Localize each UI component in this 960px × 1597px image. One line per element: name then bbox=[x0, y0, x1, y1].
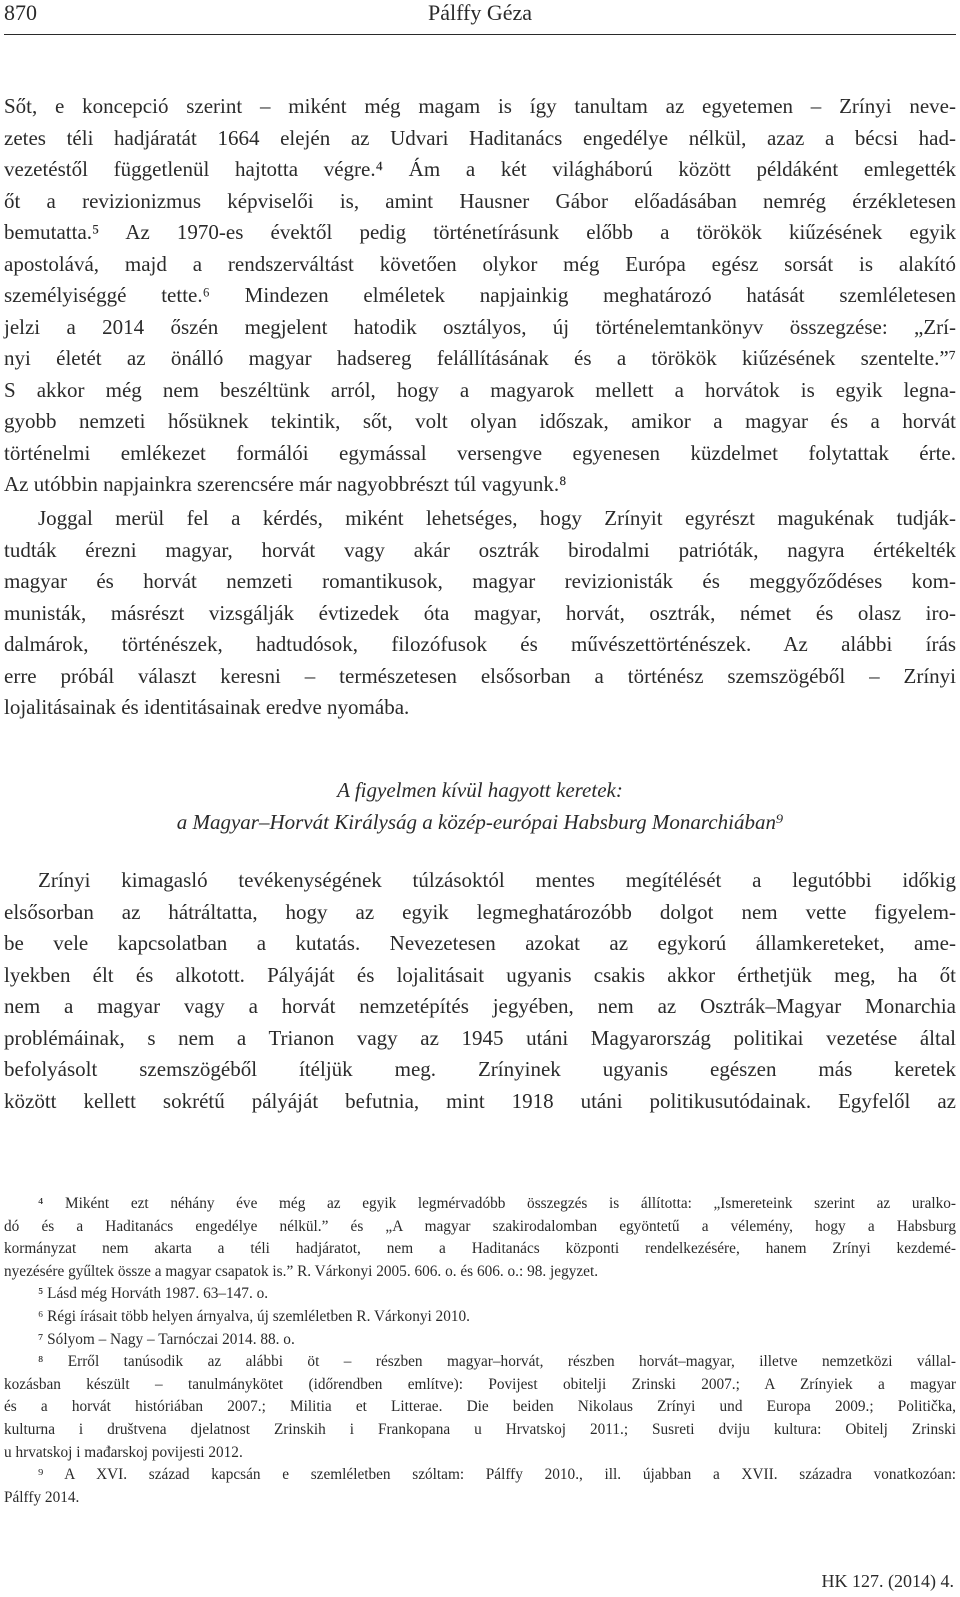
text-line: jelzi a 2014 őszén megjelent hatodik osztályos, új történelemtankönyv összegzése: „Zrí- bbox=[4, 314, 956, 339]
footnotes bbox=[4, 1193, 956, 1509]
footnote-line: ⁸ Erről tanúsodik az alábbi öt – részben magyar–horvát, részben horvát–magyar, illetve nemzetközi vállal- bbox=[38, 1353, 956, 1371]
running-title: Pálffy Géza bbox=[427, 0, 533, 25]
footnote-line: Pálffy 2014. bbox=[4, 1488, 80, 1506]
text-line: személyiséggé tette.⁶ Mindezen elméletek napjainkig meghatározó hatását szemléletesen bbox=[4, 283, 956, 307]
heading-line: a Magyar–Horvát Királyság a közép-európai Habsburg Monarchiában⁹ bbox=[176, 809, 784, 834]
text-line: történelmi emlékezet formálói egymással versengve egyenesen küzdelmet folytattak érte. bbox=[4, 440, 956, 465]
footnote-line: ⁵ Lásd még Horváth 1987. 63–147. o. bbox=[38, 1285, 269, 1303]
text-line: Joggal merül fel a kérdés, miként lehetséges, hogy Zrínyit egyrészt magukénak tudják- bbox=[38, 506, 956, 530]
text-line: dalmárok, történészek, hadtudósok, filozófusok és művészettörténészek. Az alábbi írás bbox=[4, 632, 956, 656]
text-line: problémáinak, s nem a Trianon vagy az 1945 utáni Magyarország politikai vezetése által bbox=[4, 1025, 956, 1050]
text-line: nem a magyar vagy a horvát nemzetépítés jegyében, nem az Osztrák–Magyar Monarchia bbox=[4, 994, 956, 1018]
text-line: magyar és horvát nemzeti romantikusok, magyar revizionisták és meggyőződéses kom- bbox=[4, 569, 956, 593]
text-line: S akkor még nem beszéltünk arról, hogy a magyarok mellett a horvátok is egyik legna- bbox=[4, 377, 956, 402]
footnote-line: u hrvatskoj i mađarskoj povijesti 2012. bbox=[4, 1443, 243, 1461]
footnote-line: ⁶ Régi írásait több helyen árnyalva, új szemléletben R. Várkonyi 2010. bbox=[38, 1307, 470, 1325]
paragraph-2 bbox=[4, 503, 956, 724]
text-line: gyobb nemzeti hősüknek tekintik, sőt, volt olyan időszak, amikor a magyar és a horvát bbox=[4, 409, 956, 433]
text-line: lyekben élt és alkotott. Pályáját és lojalitásait ugyanis csakis akkor érthetjük meg, ha őt bbox=[4, 962, 956, 987]
text-line: bemutatta.⁵ Az 1970-es évektől pedig történetírásunk előbb a törökök kiűzésének egyik bbox=[4, 220, 956, 244]
page-number: 870 bbox=[4, 0, 37, 25]
text-line: nyi életét az önálló magyar hadsereg felállításának és a törökök kiűzésének szentelte.”⁷ bbox=[4, 346, 956, 370]
footnote-line: kozásban készült – tanulmánykötet (időrendben említve): Povijest obitelji Zrinski 2007.; A Zrínyiek a magyar bbox=[4, 1375, 956, 1393]
text-line: befolyásolt szemszögéből ítéljük meg. Zrínyinek ugyanis egészen más keretek bbox=[4, 1057, 956, 1081]
text-line: őt a revizionizmus képviselői is, amint Hausner Gábor előadásában nemrég érzékletesen bbox=[4, 188, 956, 213]
text-line: tudták érezni magyar, horvát vagy akár osztrák birodalmi patrióták, nagyra értékelték bbox=[4, 537, 956, 562]
text-line: elsősorban az hátráltatta, hogy az egyik legmeghatározóbb dolgot nem vette figyelem- bbox=[4, 899, 956, 924]
text-line: munisták, másrészt vizsgálják évtizedek óta magyar, horvát, osztrák, német és olasz iro- bbox=[4, 600, 956, 625]
footnote-line: ⁴ Miként ezt néhány éve még az egyik legmérvadóbb összegzés is állította: „Ismereteink szerint az uralko- bbox=[38, 1195, 956, 1212]
paragraph-1 bbox=[4, 91, 956, 501]
footnote-line: nyezésére gyűltek össze a magyar csapatok is.” R. Várkonyi 2005. 606. o. és 606. o.: 98. jegyzet. bbox=[4, 1262, 599, 1280]
paragraph-3 bbox=[4, 865, 956, 1117]
footnote-line: ⁷ Sólyom – Nagy – Tarnóczai 2014. 88. o. bbox=[38, 1330, 295, 1348]
footnote-line: kulturna i društvena djelatnost Zrinskih i Frankopana u Hrvatskoj 2011.; Susreti dviju kultura: Obitelj Zrinski bbox=[4, 1420, 956, 1438]
heading-line: A figyelmen kívül hagyott keretek: bbox=[337, 778, 623, 802]
section-heading bbox=[0, 775, 960, 838]
text-line: között kellett sokrétű pályáját befutnia, mint 1918 utáni politikusutódainak. Egyfelől az bbox=[4, 1088, 956, 1113]
footnote-line: kormányzat nem akarta a téli hadjáratot, nem a Haditanács központi rendelkezésére, hanem Zrínyi kezdemé- bbox=[4, 1240, 956, 1258]
footnote-line: dó és a Haditanács engedélye nélkül.” és „A magyar szakirodalomban egyöntetű a vélemény, hogy a Habsburg bbox=[4, 1217, 956, 1235]
text-line: lojalitásainak és identitásainak eredve nyomába. bbox=[4, 695, 410, 719]
text-line: vezetéstől függetlenül hajtotta végre.⁴ Ám a két világháború között példáként emlegették bbox=[4, 157, 956, 181]
text-line: Az utóbbin napjainkra szerencsére már nagyobbrészt túl vagyunk.⁸ bbox=[4, 472, 567, 496]
footnote-line: ⁹ A XVI. század kapcsán e szemléletben szóltam: Pálffy 2010., ill. újabban a XVII. századra vonatkozóan: bbox=[38, 1466, 956, 1484]
text-line: be vele kapcsolatban a kutatás. Nevezetesen azokat az egykorú államkereteket, ame- bbox=[4, 931, 956, 955]
text-line: Sőt, e koncepció szerint – miként még magam is így tanultam az egyetemen – Zrínyi neve- bbox=[4, 94, 956, 118]
text-line: apostolává, majd a rendszerváltást követően olykor még Európa egész sorsát is alakító bbox=[4, 251, 956, 276]
footnote-line: és a horvát históriában 2007.; Militia et Litterae. Die beiden Nikolaus Zrínyi und Europa 2009.; Politička, bbox=[4, 1398, 956, 1416]
journal-issue: HK 127. (2014) 4. bbox=[821, 1571, 954, 1591]
text-line: Zrínyi kimagasló tevékenységének túlzásoktól mentes megítélését a legutóbbi időkig bbox=[38, 868, 956, 892]
text-line: zetes téli hadjáratát 1664 elején az Udvari Haditanács engedélye nélkül, azaz a bécsi had- bbox=[4, 125, 956, 150]
header-rule bbox=[4, 34, 956, 35]
text-line: erre próbál választ keresni – természetesen elsősorban a történész szemszögéből – Zrínyi bbox=[4, 663, 956, 688]
